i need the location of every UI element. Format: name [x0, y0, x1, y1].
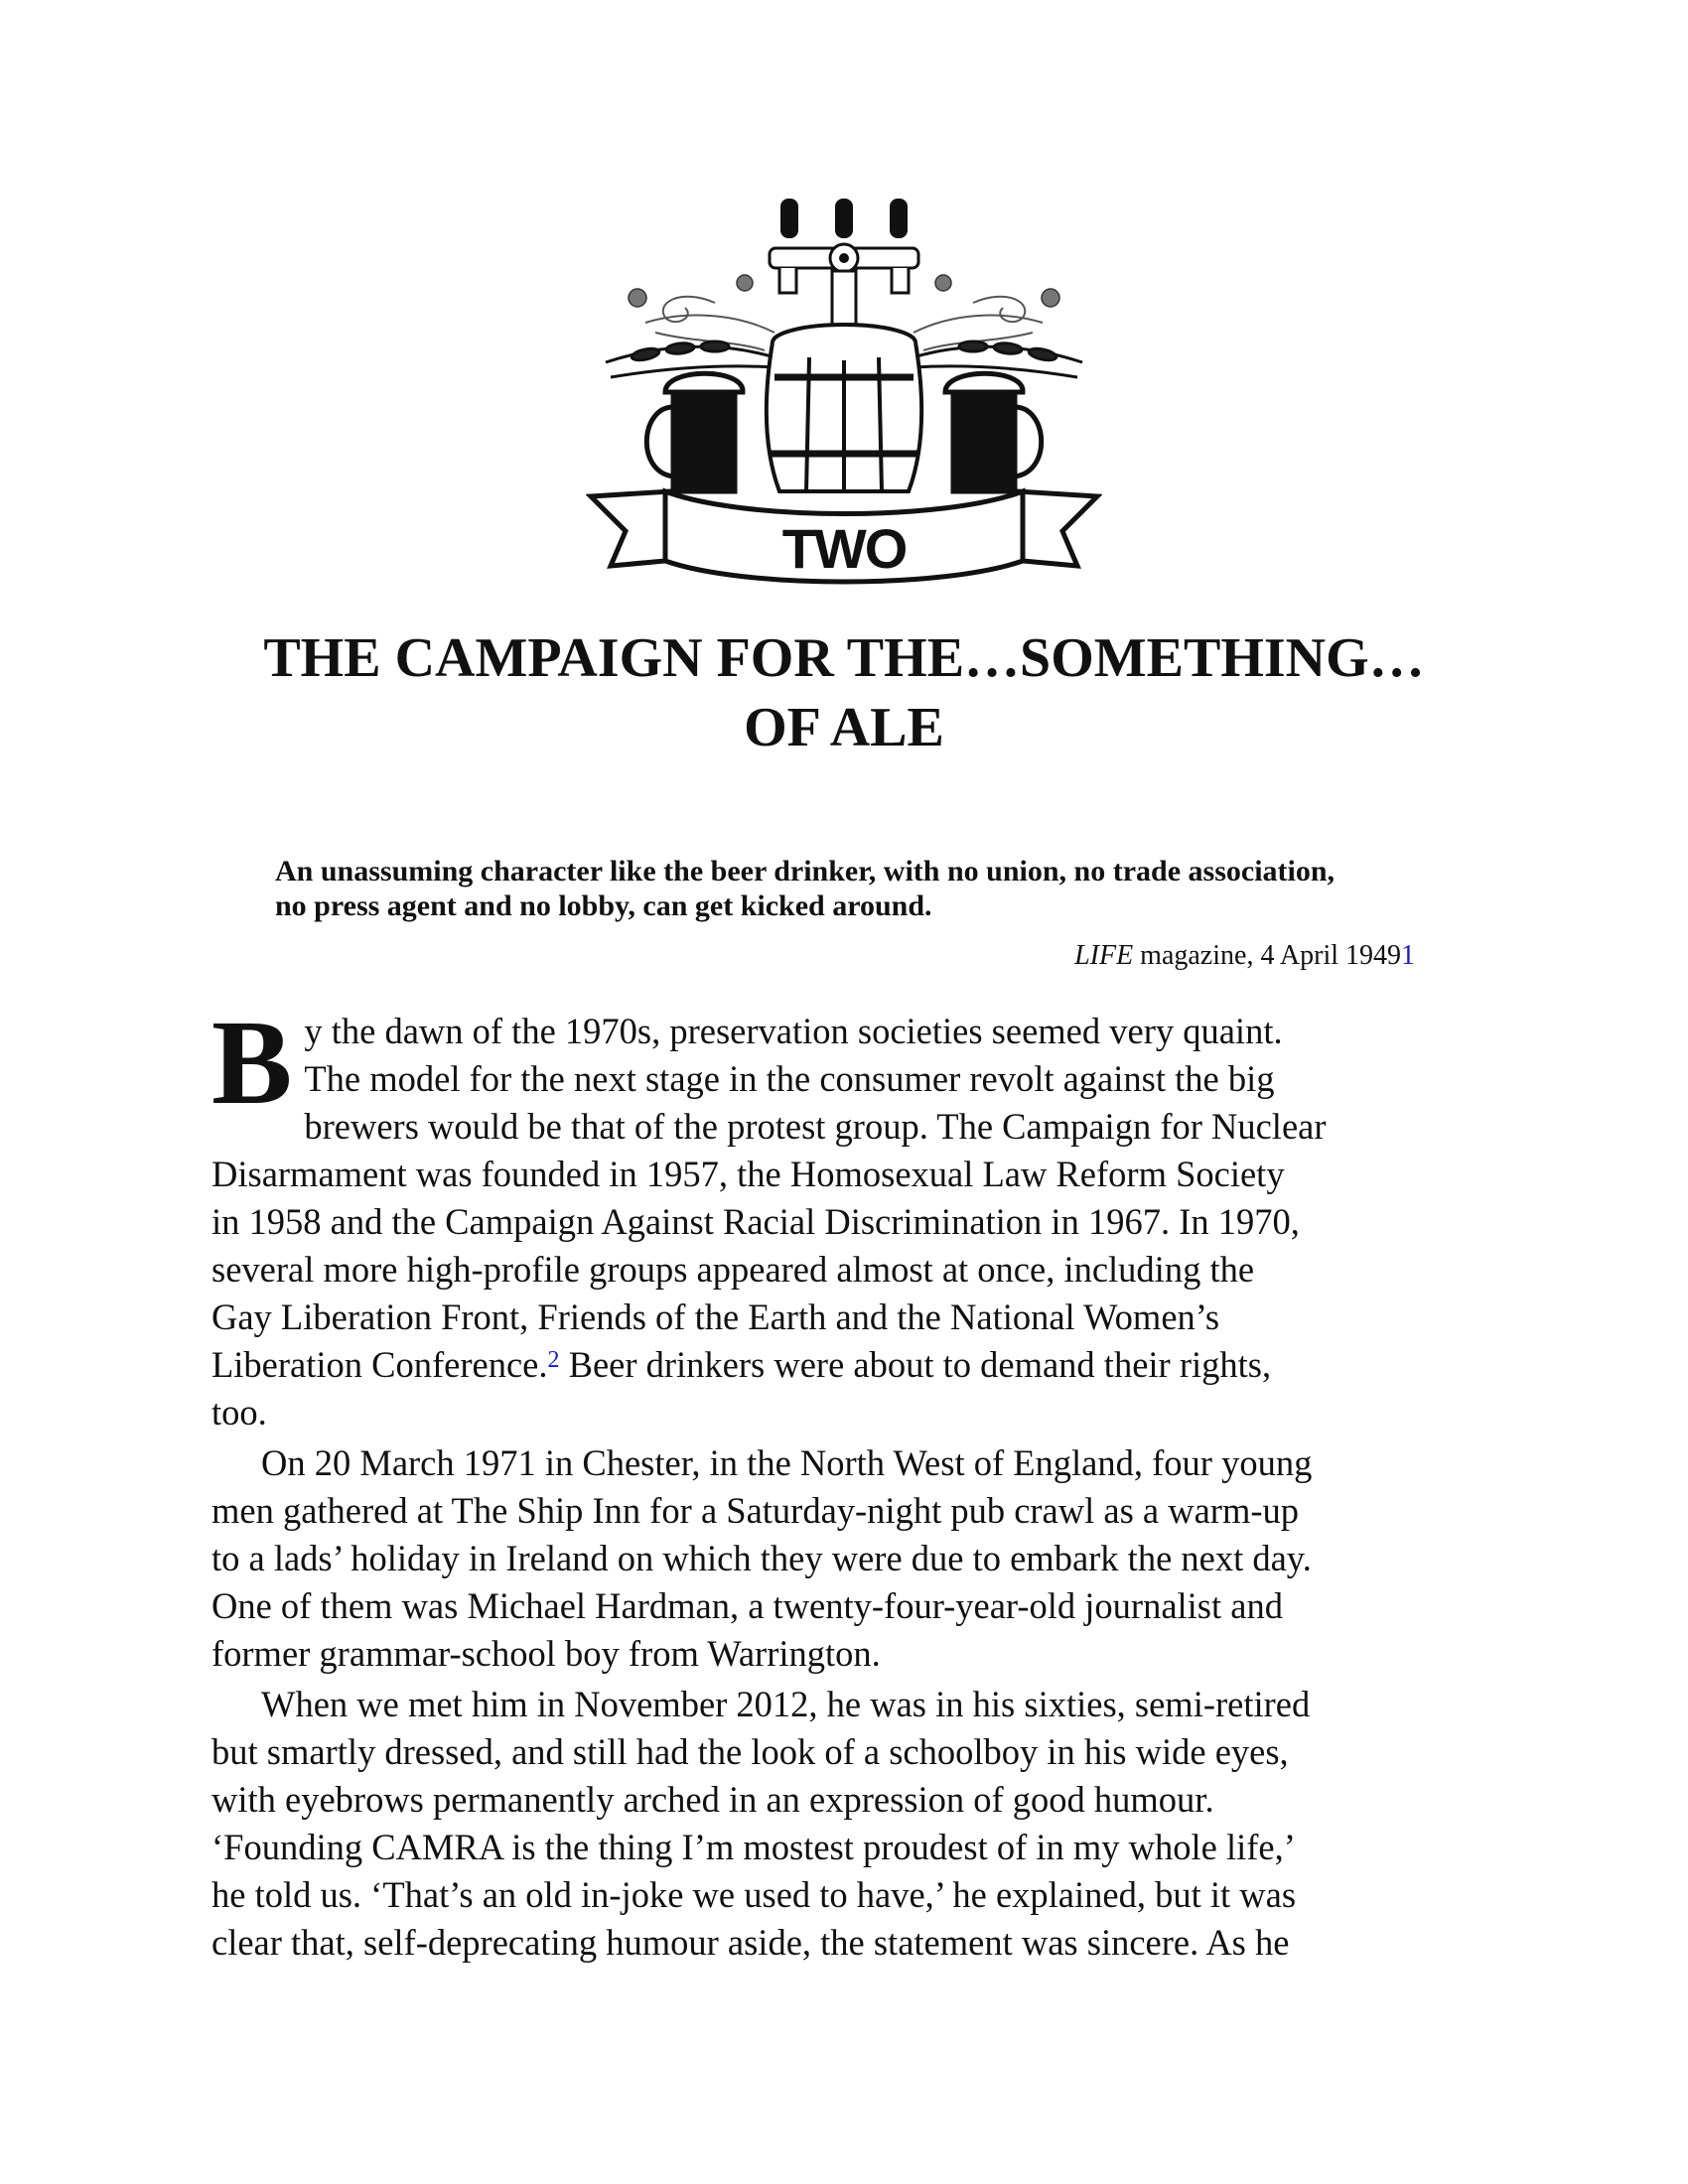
text-line: to a lads’ holiday in Ireland on which they were due to embark the next day.	[211, 1538, 1312, 1578]
text-fragment: Liberation Conference.	[211, 1344, 548, 1385]
text-line: brewers would be that of the protest group. The Campaign for Nuclear	[304, 1106, 1327, 1147]
epigraph-line: no press agent and no lobby, can get kicked around.	[275, 889, 932, 922]
chapter-title	[179, 623, 1509, 762]
paragraph	[211, 1439, 1502, 1678]
text-line: with eyebrows permanently arched in an expression of good humour.	[211, 1779, 1214, 1820]
text-line: Disarmament was founded in 1957, the Homosexual Law Reform Society	[211, 1154, 1285, 1194]
chapter-number: TWO	[781, 517, 907, 580]
text-line: he told us. ‘That’s an old in-joke we used to have,’ he explained, but it was	[211, 1874, 1297, 1915]
beer-tap-icon	[770, 199, 918, 333]
text-line: several more high-profile groups appeared almost at once, including the	[211, 1249, 1255, 1290]
paragraph	[211, 1681, 1502, 1967]
epigraph-source	[894, 939, 1415, 973]
text-line: ‘Founding CAMRA is the thing I’m mostest proudest of in my whole life,’	[211, 1827, 1296, 1867]
text-line: Gay Liberation Front, Friends of the Earth and the National Women’s	[211, 1297, 1220, 1337]
body-text	[211, 996, 1502, 1967]
epigraph-line: An unassuming character like the beer drinker, with no union, no trade association,	[275, 855, 1336, 887]
barrel-icon	[767, 325, 921, 491]
text-line	[211, 1341, 1502, 1389]
text-line: When we met him in November 2012, he was in his sixties, semi-retired	[261, 1684, 1311, 1724]
text-line: clear that, self-deprecating humour aside, the statement was sincere. As he	[211, 1922, 1290, 1963]
text-line: y the dawn of the 1970s, preservation societies seemed very quaint.	[304, 1011, 1283, 1051]
footnote-link[interactable]: 1	[1401, 940, 1415, 971]
epigraph-source-title: LIFE	[1074, 940, 1134, 971]
paragraph	[211, 996, 1502, 1436]
text-line: former grammar-school boy from Warrington.	[211, 1633, 881, 1674]
text-line: too.	[211, 1392, 267, 1433]
text-line: in 1958 and the Campaign Against Racial Discrimination in 1967. In 1970,	[211, 1201, 1300, 1242]
epigraph	[275, 854, 1427, 923]
text-line: men gathered at The Ship Inn for a Saturday-night pub crawl as a warm-up	[211, 1490, 1299, 1531]
text-fragment: Beer drinkers were about to demand their rights,	[559, 1344, 1272, 1385]
epigraph-source-detail: magazine, 4 April 1949	[1133, 940, 1401, 971]
text-line: but smartly dressed, and still had the look of a schoolboy in his wide eyes,	[211, 1731, 1289, 1772]
text-line: One of them was Michael Hardman, a twenty-four-year-old journalist and	[211, 1585, 1283, 1626]
text-line: The model for the next stage in the consumer revolt against the big	[304, 1058, 1275, 1099]
footnote-link[interactable]: 2	[547, 1347, 560, 1373]
text-line: On 20 March 1971 in Chester, in the North West of England, four young	[261, 1442, 1313, 1483]
chapter-emblem	[586, 194, 1102, 591]
chapter-title-line: THE CAMPAIGN FOR THE…SOMETHING…	[263, 627, 1425, 689]
drop-cap: B	[211, 996, 293, 1130]
chapter-title-line: OF ALE	[744, 697, 944, 758]
